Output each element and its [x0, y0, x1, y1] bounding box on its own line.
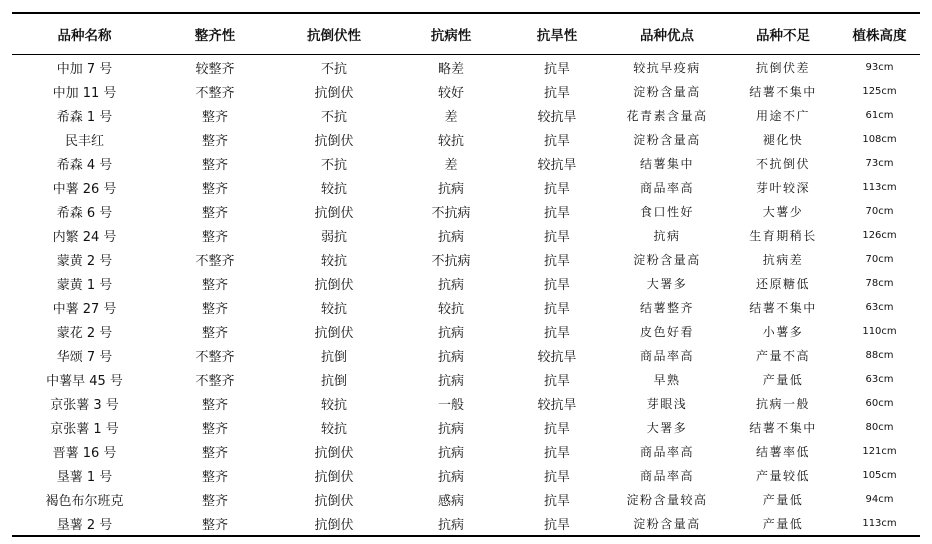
table-body — [12, 55, 920, 537]
table-row — [12, 247, 920, 271]
cell-drought-resistance: 抗旱 — [543, 181, 570, 197]
cell-uniformity: 不整齐 — [195, 85, 235, 101]
cell-disease-resistance: 抗病 — [437, 349, 464, 365]
cell-lodging-resistance: 较抗 — [320, 181, 347, 197]
cell-drought-resistance: 较抗旱 — [537, 157, 577, 173]
cell-lodging-resistance: 抗倒伏 — [314, 205, 354, 221]
cell-shortcomings: 结薯不集中 — [749, 420, 817, 435]
cell-disease-resistance: 不抗病 — [431, 253, 471, 269]
cell-variety-name: 民丰红 — [64, 133, 104, 149]
cell-shortcomings: 结薯率低 — [755, 444, 810, 459]
cell-advantages: 淀粉含量较高 — [626, 492, 708, 507]
cell-uniformity: 整齐 — [201, 277, 228, 293]
cell-uniformity: 不整齐 — [195, 349, 235, 365]
cell-drought-resistance: 抗旱 — [543, 133, 570, 149]
header-row — [12, 13, 920, 55]
table-row — [12, 439, 920, 463]
table-row — [12, 319, 920, 343]
cell-plant-height: 70cm — [865, 253, 894, 265]
cell-lodging-resistance: 抗倒伏 — [314, 493, 354, 509]
cell-plant-height: 70cm — [865, 205, 894, 217]
cell-disease-resistance: 抗病 — [437, 421, 464, 437]
header-uniformity: 整齐性 — [157, 13, 273, 55]
cell-uniformity: 整齐 — [157, 511, 273, 536]
cell-lodging-resistance: 不抗 — [320, 109, 347, 125]
cell-lodging-resistance: 抗倒伏 — [314, 133, 354, 149]
cell-advantages: 大署多 — [646, 420, 688, 435]
table-row — [12, 55, 920, 80]
cell-shortcomings: 褪化快 — [762, 132, 804, 147]
cell-lodging-resistance: 抗倒伏 — [314, 325, 354, 341]
cell-plant-height: 113cm — [862, 181, 897, 193]
cell-disease-resistance: 抗病 — [437, 181, 464, 197]
cell-uniformity: 整齐 — [201, 493, 228, 509]
cell-shortcomings: 还原糖低 — [755, 276, 810, 291]
cell-shortcomings: 大薯少 — [762, 204, 804, 219]
cell-uniformity: 较整齐 — [195, 61, 235, 77]
cell-advantages: 大署多 — [646, 276, 688, 291]
cell-uniformity: 整齐 — [201, 109, 228, 125]
cell-variety-name: 中加 7 号 — [56, 61, 113, 77]
cell-drought-resistance: 抗旱 — [543, 445, 570, 461]
cell-plant-height: 108cm — [862, 133, 897, 145]
cell-disease-resistance: 抗病 — [437, 469, 464, 485]
cell-advantages: 淀粉含量高 — [633, 132, 701, 147]
cell-drought-resistance: 抗旱 — [543, 85, 570, 101]
header-drought-resistance: 抗旱性 — [507, 13, 607, 55]
cell-plant-height: 88cm — [865, 349, 894, 361]
cell-plant-height: 73cm — [865, 157, 894, 169]
cell-variety-name: 希森 1 号 — [56, 109, 113, 125]
cell-advantages: 淀粉含量高 — [633, 252, 701, 267]
cell-variety-name: 中薯 27 号 — [52, 301, 117, 317]
cell-variety-name: 华颂 7 号 — [56, 349, 113, 365]
cell-variety-name: 蒙黄 2 号 — [56, 253, 113, 269]
cell-drought-resistance: 抗旱 — [543, 229, 570, 245]
cell-uniformity: 整齐 — [201, 205, 228, 221]
header-lodging-resistance: 抗倒伏性 — [273, 13, 395, 55]
cell-shortcomings: 抗倒伏差 — [755, 60, 810, 75]
cell-advantages: 商品率高 — [639, 348, 694, 363]
cell-lodging-resistance: 抗倒伏 — [314, 85, 354, 101]
cell-drought-resistance: 抗旱 — [543, 253, 570, 269]
cell-advantages: 淀粉含量高 — [633, 84, 701, 99]
cell-variety-name: 希森 4 号 — [56, 157, 113, 173]
cell-uniformity: 整齐 — [201, 133, 228, 149]
cell-advantages: 食口性好 — [639, 204, 694, 219]
cell-disease-resistance: 抗病 — [437, 229, 464, 245]
cell-uniformity: 不整齐 — [195, 373, 235, 389]
cell-variety-name: 希森 6 号 — [56, 205, 113, 221]
cell-variety-name: 中加 11 号 — [52, 85, 117, 101]
cell-plant-height: 105cm — [862, 469, 897, 481]
cell-disease-resistance: 不抗病 — [431, 205, 471, 221]
cell-shortcomings: 结薯不集中 — [749, 84, 817, 99]
table-row — [12, 103, 920, 127]
cell-lodging-resistance: 弱抗 — [320, 229, 347, 245]
header-shortcomings: 品种不足 — [727, 13, 839, 55]
cell-advantages: 结薯集中 — [639, 156, 694, 171]
cell-lodging-resistance: 抗倒 — [320, 349, 347, 365]
cell-lodging-resistance: 较抗 — [320, 397, 347, 413]
cell-drought-resistance: 较抗旱 — [537, 109, 577, 125]
cell-lodging-resistance: 较抗 — [320, 253, 347, 269]
cell-plant-height: 80cm — [865, 421, 894, 433]
table-row — [12, 79, 920, 103]
cell-shortcomings: 小薯多 — [762, 324, 804, 339]
cell-advantages: 商品率高 — [639, 468, 694, 483]
cell-advantages: 芽眼浅 — [646, 396, 688, 411]
cell-lodging-resistance: 抗倒伏 — [314, 445, 354, 461]
cell-drought-resistance: 抗旱 — [507, 511, 607, 536]
cell-disease-resistance: 较抗 — [437, 133, 464, 149]
cell-drought-resistance: 较抗旱 — [537, 349, 577, 365]
cell-lodging-resistance: 抗倒伏 — [314, 277, 354, 293]
cell-drought-resistance: 较抗旱 — [537, 397, 577, 413]
cell-uniformity: 整齐 — [201, 397, 228, 413]
cell-variety-name: 京张薯 1 号 — [50, 421, 119, 437]
cell-uniformity: 整齐 — [201, 157, 228, 173]
cell-drought-resistance: 抗旱 — [543, 61, 570, 77]
table-row — [12, 127, 920, 151]
table-row — [12, 391, 920, 415]
cell-variety-name: 蒙花 2 号 — [56, 325, 113, 341]
cell-shortcomings: 抗病差 — [762, 252, 804, 267]
table-row — [12, 175, 920, 199]
cell-plant-height: 60cm — [865, 397, 894, 409]
cell-disease-resistance: 感病 — [437, 493, 464, 509]
cell-variety-name: 垦薯 2 号 — [12, 511, 157, 536]
cell-variety-name: 京张薯 3 号 — [50, 397, 119, 413]
cell-shortcomings: 生育期稍长 — [749, 228, 817, 243]
cell-disease-resistance: 差 — [444, 109, 458, 125]
table-row — [12, 295, 920, 319]
cell-plant-height: 126cm — [862, 229, 897, 241]
table-row — [12, 343, 920, 367]
cell-shortcomings: 产量低 — [762, 492, 804, 507]
cell-shortcomings: 用途不广 — [755, 108, 810, 123]
cell-advantages: 商品率高 — [639, 180, 694, 195]
cell-variety-name: 中薯早 45 号 — [46, 373, 123, 389]
table-row — [12, 223, 920, 247]
cell-plant-height: 63cm — [865, 301, 894, 313]
header-advantages: 品种优点 — [607, 13, 727, 55]
cell-shortcomings: 产量低 — [727, 511, 839, 536]
cell-drought-resistance: 抗旱 — [543, 301, 570, 317]
cell-advantages: 商品率高 — [639, 444, 694, 459]
cell-plant-height: 113cm — [839, 511, 920, 536]
header-variety-name: 品种名称 — [12, 13, 157, 55]
cell-lodging-resistance: 抗倒伏 — [273, 511, 395, 536]
cell-variety-name: 蒙黄 1 号 — [56, 277, 113, 293]
cell-uniformity: 整齐 — [201, 421, 228, 437]
cell-plant-height: 110cm — [862, 325, 897, 337]
cell-lodging-resistance: 较抗 — [320, 301, 347, 317]
variety-comparison-table-container — [12, 12, 920, 537]
cell-uniformity: 整齐 — [201, 181, 228, 197]
cell-drought-resistance: 抗旱 — [543, 469, 570, 485]
cell-disease-resistance: 较抗 — [437, 301, 464, 317]
cell-plant-height: 61cm — [865, 109, 894, 121]
cell-uniformity: 整齐 — [201, 229, 228, 245]
cell-disease-resistance: 较好 — [437, 85, 464, 101]
cell-shortcomings: 产量低 — [762, 372, 804, 387]
cell-lodging-resistance: 不抗 — [320, 157, 347, 173]
header-plant-height: 植株高度 — [839, 13, 920, 55]
cell-plant-height: 63cm — [865, 373, 894, 385]
cell-advantages: 早熟 — [653, 372, 681, 387]
cell-shortcomings: 芽叶较深 — [755, 180, 810, 195]
table-row — [12, 511, 920, 536]
table-row — [12, 367, 920, 391]
cell-uniformity: 整齐 — [201, 301, 228, 317]
cell-drought-resistance: 抗旱 — [543, 277, 570, 293]
cell-drought-resistance: 抗旱 — [543, 421, 570, 437]
cell-advantages: 结薯整齐 — [639, 300, 694, 315]
cell-drought-resistance: 抗旱 — [543, 205, 570, 221]
cell-advantages: 淀粉含量高 — [607, 511, 727, 536]
cell-uniformity: 整齐 — [201, 325, 228, 341]
cell-lodging-resistance: 较抗 — [320, 421, 347, 437]
cell-variety-name: 中薯 26 号 — [52, 181, 117, 197]
cell-variety-name: 垦薯 1 号 — [56, 469, 113, 485]
cell-uniformity: 整齐 — [201, 469, 228, 485]
table-row — [12, 271, 920, 295]
cell-variety-name: 褐色布尔班克 — [45, 493, 124, 509]
cell-disease-resistance: 差 — [444, 157, 458, 173]
cell-shortcomings: 抗病一般 — [755, 396, 810, 411]
cell-plant-height: 78cm — [865, 277, 894, 289]
cell-advantages: 较抗早疫病 — [633, 60, 701, 75]
cell-disease-resistance: 抗病 — [437, 277, 464, 293]
cell-plant-height: 94cm — [865, 493, 894, 505]
cell-advantages: 花青素含量高 — [626, 108, 708, 123]
cell-disease-resistance: 抗病 — [395, 511, 507, 536]
cell-uniformity: 不整齐 — [195, 253, 235, 269]
cell-drought-resistance: 抗旱 — [543, 325, 570, 341]
header-disease-resistance: 抗病性 — [395, 13, 507, 55]
table-header — [12, 13, 920, 55]
cell-lodging-resistance: 抗倒伏 — [314, 469, 354, 485]
cell-plant-height: 121cm — [862, 445, 897, 457]
variety-comparison-table — [12, 12, 920, 537]
cell-plant-height: 125cm — [862, 85, 897, 97]
cell-disease-resistance: 抗病 — [437, 373, 464, 389]
cell-disease-resistance: 一般 — [437, 397, 464, 413]
cell-drought-resistance: 抗旱 — [543, 493, 570, 509]
cell-shortcomings: 产量较低 — [755, 468, 810, 483]
cell-shortcomings: 产量不高 — [755, 348, 810, 363]
cell-disease-resistance: 抗病 — [437, 325, 464, 341]
table-row — [12, 151, 920, 175]
table-row — [12, 199, 920, 223]
cell-shortcomings: 不抗倒伏 — [755, 156, 810, 171]
cell-drought-resistance: 抗旱 — [543, 373, 570, 389]
cell-plant-height: 93cm — [865, 61, 894, 73]
cell-advantages: 皮色好看 — [639, 324, 694, 339]
cell-lodging-resistance: 抗倒 — [320, 373, 347, 389]
table-row — [12, 463, 920, 487]
cell-advantages: 抗病 — [653, 228, 681, 243]
cell-variety-name: 内繁 24 号 — [52, 229, 117, 245]
cell-disease-resistance: 抗病 — [437, 445, 464, 461]
table-row — [12, 415, 920, 439]
cell-variety-name: 晋薯 16 号 — [52, 445, 117, 461]
cell-uniformity: 整齐 — [201, 445, 228, 461]
cell-lodging-resistance: 不抗 — [320, 61, 347, 77]
cell-disease-resistance: 略差 — [437, 61, 464, 77]
cell-shortcomings: 结薯不集中 — [749, 300, 817, 315]
table-row — [12, 487, 920, 511]
